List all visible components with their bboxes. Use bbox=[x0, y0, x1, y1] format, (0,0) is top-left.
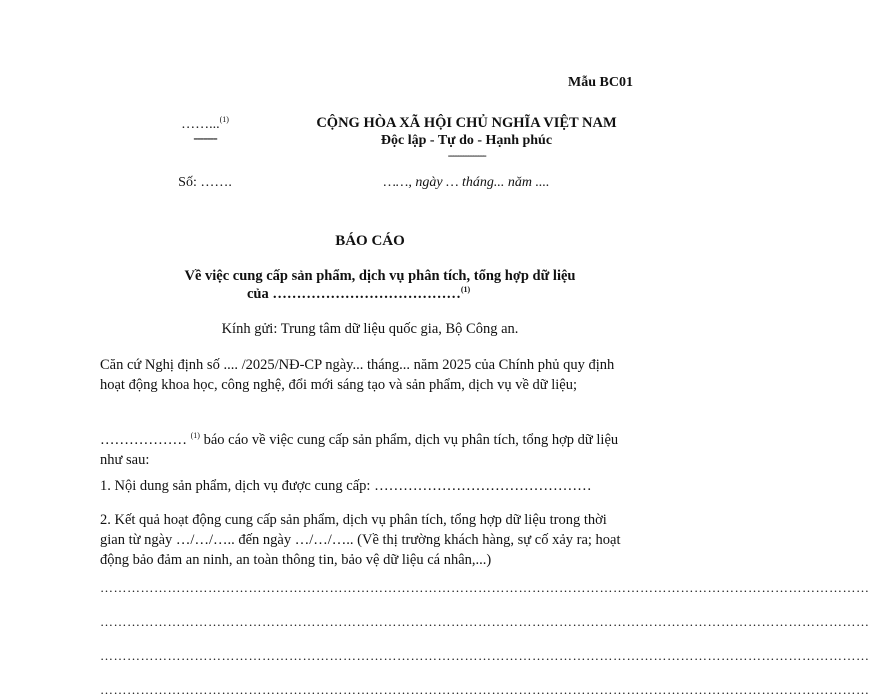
subject-org-placeholder: của ………………………………… bbox=[247, 286, 461, 302]
date-line: ……, ngày … tháng... năm .... bbox=[383, 175, 550, 190]
intro-paragraph bbox=[100, 426, 630, 470]
intro-text: báo cáo về việc cung cấp sản phẩm, dịch vụ phân tích, tổng hợp dữ liệu như sau: bbox=[100, 432, 619, 468]
dotted-fill-line: ……………………………………………………………………………………………………………………………………………………… bbox=[100, 614, 870, 629]
agency-placeholder: ……... bbox=[181, 117, 220, 132]
item-1-label: 1. Nội dung sản phẩm, dịch vụ được cung cấp: bbox=[100, 478, 371, 494]
intro-org-placeholder: ……………… bbox=[100, 432, 187, 448]
form-code: Mẫu BC01 bbox=[568, 75, 633, 90]
legal-basis-paragraph: Căn cứ Nghị định số .... /2025/NĐ-CP ngày... tháng... năm 2025 của Chính phủ quy định hoạt động khoa học, công nghệ, đổi mới sáng tạo và sản phẩm, dịch vụ về dữ liệu; bbox=[100, 357, 615, 393]
left-header-rule: ------- bbox=[193, 130, 217, 145]
report-subject-line1: Về việc cung cấp sản phẩm, dịch vụ phân tích, tổng hợp dữ liệu bbox=[184, 268, 576, 284]
intro-footnote-ref: (1) bbox=[190, 431, 200, 440]
recipient-line: Kính gửi: Trung tâm dữ liệu quốc gia, Bộ Công an. bbox=[221, 321, 519, 337]
dotted-fill-line: ……………………………………………………………………………………………………………………………………………………… bbox=[100, 682, 870, 697]
dotted-fill-line: ……………………………………………………………………………………………………………………………………………………… bbox=[100, 648, 870, 663]
document-number: Số: ……. bbox=[178, 175, 232, 190]
dotted-fill-line: ……………………………………………………………………………………………………………………………………………………… bbox=[100, 580, 870, 595]
item-2-paragraph: 2. Kết quả hoạt động cung cấp sản phẩm, dịch vụ phân tích, tổng hợp dữ liệu trong thời gian từ ngày …/…/….. đến ngày …/…/….. (Về thị trường khách hàng, sự cố xảy ra; hoạt động bảo đảm an ninh, an toàn thông tin, bảo vệ dữ liệu cá nhân,...) bbox=[100, 512, 621, 568]
agency-footnote-ref: (1) bbox=[219, 115, 229, 124]
item-1 bbox=[100, 476, 630, 496]
nation-motto: Độc lập - Tự do - Hạnh phúc bbox=[380, 133, 553, 148]
right-header-rule: --------------- bbox=[447, 148, 486, 162]
report-title: BÁO CÁO bbox=[335, 233, 405, 249]
item-1-dots: ……………………………………… bbox=[374, 478, 592, 494]
subject-footnote-ref: (1) bbox=[460, 285, 471, 294]
nation-title: CỘNG HÒA XÃ HỘI CHỦ NGHĨA VIỆT NAM bbox=[316, 115, 617, 131]
report-subject-line2 bbox=[247, 285, 470, 303]
